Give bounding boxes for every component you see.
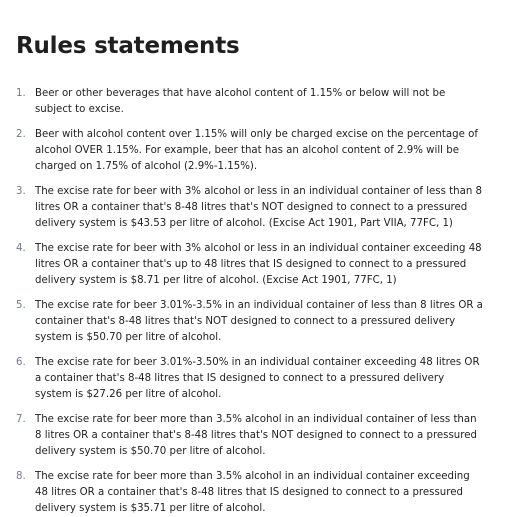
rule-item-4: [16, 241, 496, 290]
rule-text: The excise rate for beer with 3% alcohol or less in an individual container exceeding 48 litres OR a container that's up to 48 litres that IS designed to connect to a pressured delivery system is $8.71 per litre of alcohol. (Excise Act 1901, 77FC, 1): [35, 242, 482, 287]
rule-number: 5.: [16, 299, 26, 311]
rule-text: The excise rate for beer 3.01%-3.5% in an individual container of less than 8 litres OR a container that's 8-48 litres that's NOT designed to connect to a pressured delivery system is $50.70 per litre of alcohol.: [35, 299, 483, 344]
rule-text: The excise rate for beer with 3% alcohol or less in an individual container of less than 8 litres OR a container that's 8-48 litres that's NOT designed to connect to a pressured delivery system is $43.53 per litre of alcohol. (Excise Act 1901, Part VIIA, 77FC, 1): [35, 185, 483, 230]
rule-number: 6.: [16, 356, 26, 368]
rule-text: The excise rate for beer more than 3.5% alcohol in an individual container exceeding 48 litres OR a container that's 8-48 litres that IS designed to connect to a pressured delivery system is $35.71 per litre of alcohol.: [35, 470, 470, 515]
rule-text: Beer with alcohol content over 1.15% will only be charged excise on the percentage of alcohol OVER 1.15%. For example, beer that has an alcohol content of 2.9% will be charged on 1.75% of alcohol (2.9%-1.15%).: [35, 128, 478, 173]
rules-list: [16, 86, 496, 517]
rule-item-6: [16, 355, 496, 404]
rule-number: 8.: [16, 470, 26, 482]
page-title: Rules statements: [16, 33, 240, 59]
rule-text: Beer or other beverages that have alcohol content of 1.15% or below will not be subject to excise.: [35, 88, 446, 116]
rule-number: 1.: [16, 88, 26, 99]
rule-item-1: [16, 86, 496, 118]
rule-number: 2.: [16, 128, 26, 140]
rule-item-5: [16, 298, 496, 347]
rule-item-3: [16, 184, 496, 233]
rule-number: 4.: [16, 242, 26, 254]
rule-text: The excise rate for beer 3.01%-3.50% in an individual container exceeding 48 litres OR a container that's 8-48 litres that IS designed to connect to a pressured delivery system is $27.26 per litre of alcohol.: [35, 356, 480, 401]
rule-item-8: [16, 469, 496, 517]
rule-number: 3.: [16, 185, 26, 197]
rule-number: 7.: [16, 413, 26, 425]
rule-item-7: [16, 412, 496, 461]
rule-text: The excise rate for beer more than 3.5% alcohol in an individual container of less than 8 litres OR a container that's 8-48 litres that's NOT designed to connect to a pressured delivery system is $50.70 per litre of alcohol.: [35, 413, 477, 458]
rule-item-2: [16, 127, 496, 176]
